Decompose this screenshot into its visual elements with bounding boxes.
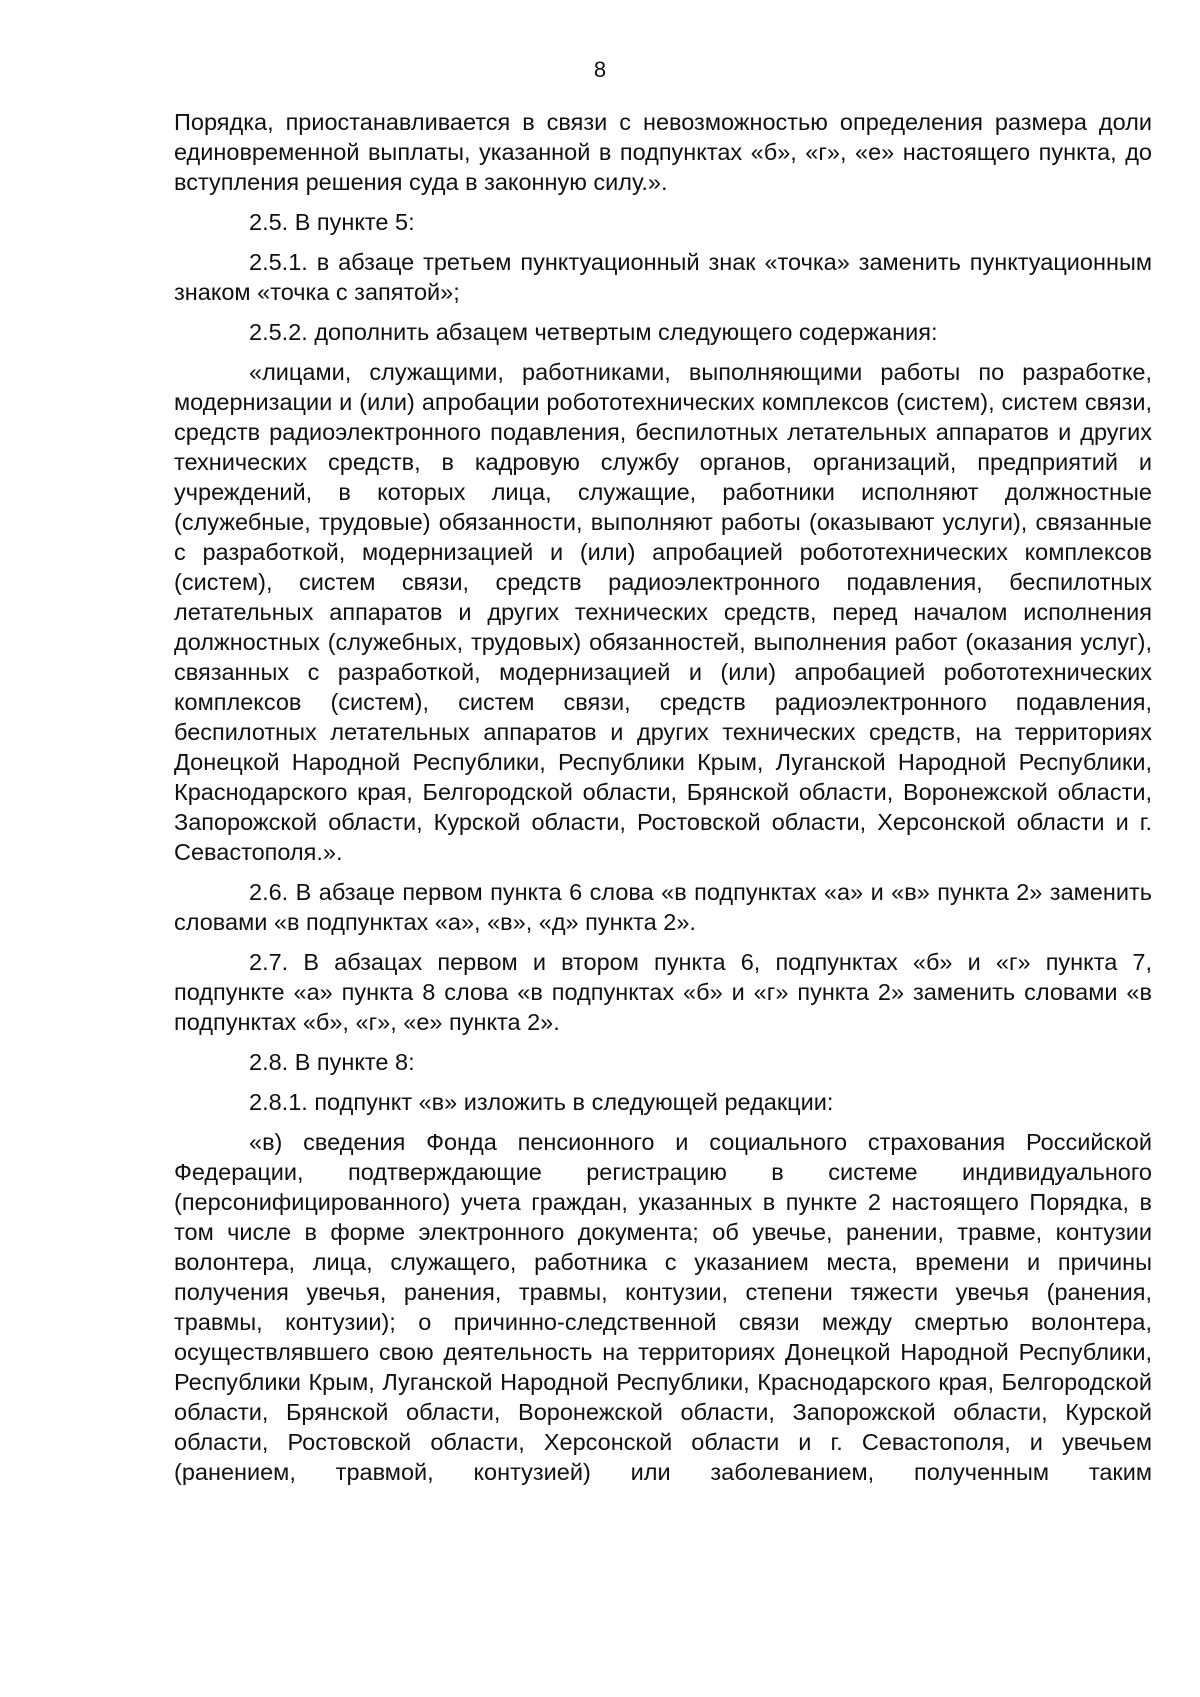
- paragraph-quoted-insert: «лицами, служащими, работниками, выполняющими работы по разработке, модернизации и (или) апробации робототехнических комплексов (систем), систем связи, средств радиоэлектронного подавления, беспилотных летательных аппаратов и других технических средств, в кадровую службу органов, организаций, предприятий и учреждений, в которых лица, служащие, работники исполняют должностные (служебные, трудовые) обязанности, выполняют работы (оказывают услуги), связанные с разработкой, модернизацией и (или) апробацией робототехнических комплексов (систем), систем связи, средств радиоэлектронного подавления, беспилотных летательных аппаратов и других технических средств, перед началом исполнения должностных (служебных, трудовых) обязанностей, выполнения работ (оказания услуг), связанных с разработкой, модернизацией и (или) апробацией робототехнических комплексов (систем), систем связи, средств радиоэлектронного подавления, беспилотных летательных аппаратов и других технических средств, на территориях Донецкой Народной Республики, Республики Крым, Луганской Народной Республики, Краснодарского края, Белгородской области, Брянской области, Воронежской области, Запорожской области, Курской области, Ростовской области, Херсонской области и г. Севастополя.».: [174, 359, 1152, 865]
- paragraph-2-5-2: 2.5.2. дополнить абзацем четвертым следующего содержания:: [249, 319, 938, 345]
- paragraph-continuation: Порядка, приостанавливается в связи с невозможностью определения размера доли единовременной выплаты, указанной в подпунктах «б», «г», «е» настоящего пункта, до вступления решения суда в законную силу.».: [174, 109, 1152, 195]
- paragraph-2-7: 2.7. В абзацах первом и втором пункта 6, подпунктах «б» и «г» пункта 7, подпункте «а» пункта 8 слова «в подпунктах «б» и «г» пункта 2» заменить словами «в подпунктах «б», «г», «е» пункта 2».: [174, 949, 1152, 1035]
- paragraph-2-6: 2.6. В абзаце первом пункта 6 слова «в подпунктах «а» и «в» пункта 2» заменить словами «в подпунктах «а», «в», «д» пункта 2».: [174, 879, 1152, 935]
- paragraph-2-8-1: 2.8.1. подпункт «в» изложить в следующей редакции:: [249, 1089, 834, 1115]
- paragraph-quoted-subitem-v: «в) сведения Фонда пенсионного и социального страхования Российской Федерации, подтверждающие регистрацию в системе индивидуального (персонифицированного) учета граждан, указанных в пункте 2 настоящего Порядка, в том числе в форме электронного документа; об увечье, ранении, травме, контузии волонтера, лица, служащего, работника с указанием места, времени и причины получения увечья, ранения, травмы, контузии, степени тяжести увечья (ранения, травмы, контузии); о причинно-следственной связи между смертью волонтера, осуществлявшего свою деятельность на территориях Донецкой Народной Республики, Республики Крым, Луганской Народной Республики, Краснодарского края, Белгородской области, Брянской области, Воронежской области, Запорожской области, Курской области, Ростовской области, Херсонской области и г. Севастополя, и увечьем (ранением, травмой, контузией) или заболеванием, полученным таким: [174, 1129, 1152, 1485]
- paragraph-2-5-1: 2.5.1. в абзаце третьем пунктуационный знак «точка» заменить пунктуационным знаком «точка с запятой»;: [174, 249, 1152, 305]
- page-number: 8: [593, 57, 607, 82]
- paragraph-2-5: 2.5. В пункте 5:: [249, 209, 415, 235]
- document-body: [174, 107, 1152, 1497]
- paragraph-2-8: 2.8. В пункте 8:: [249, 1049, 415, 1075]
